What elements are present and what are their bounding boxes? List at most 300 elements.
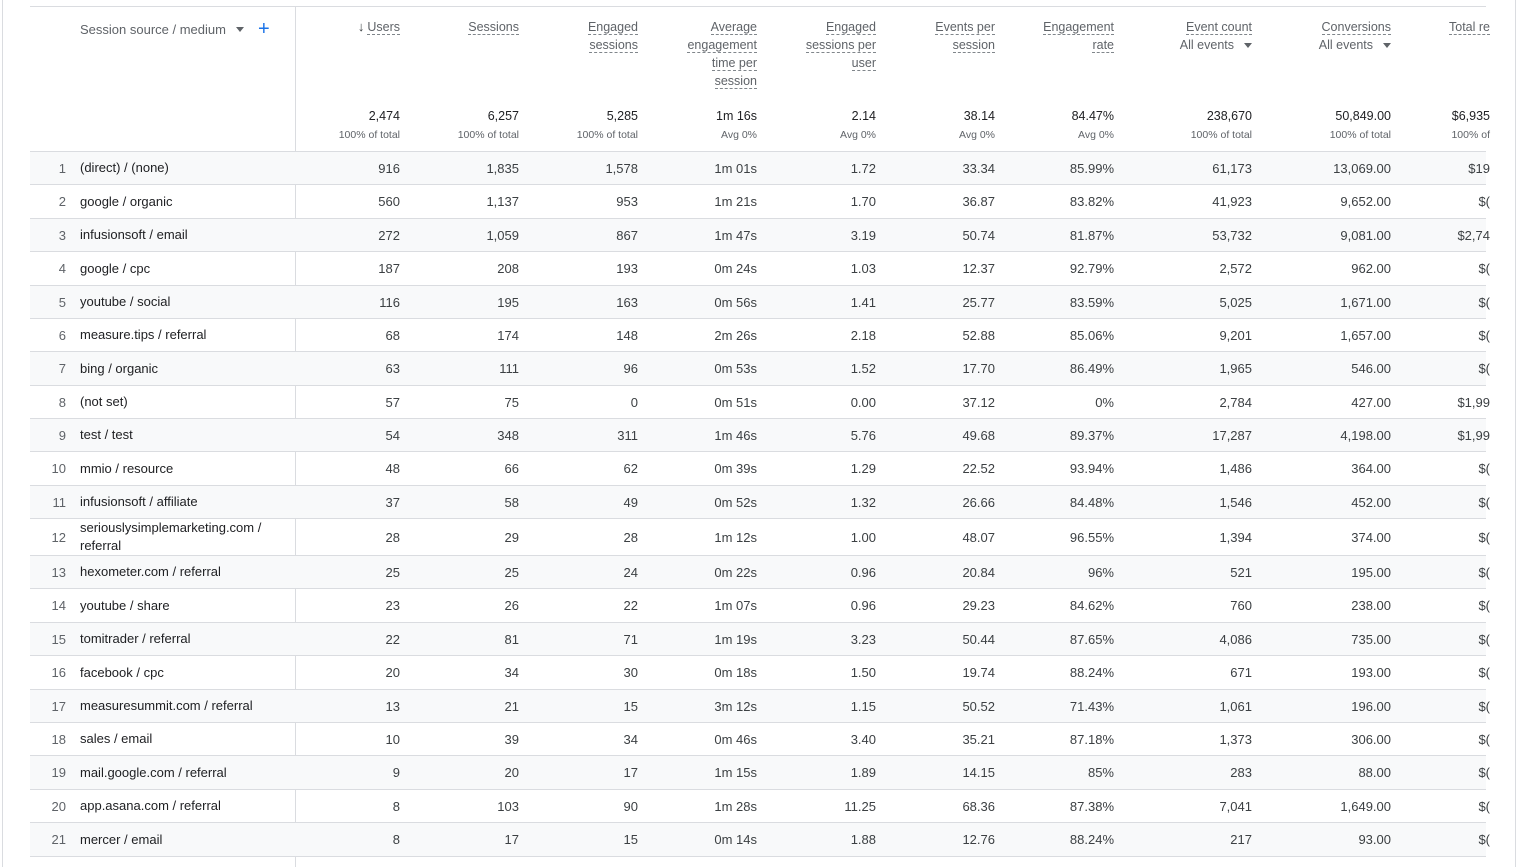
cell-eng_rate: 85.06% — [1069, 327, 1114, 343]
row-dimension-value[interactable]: measure.tips / referral — [80, 327, 207, 342]
row-dimension-value[interactable]: mmio / resource — [80, 460, 174, 476]
row-dimension-value[interactable]: sales / email — [80, 731, 153, 746]
row-dimension-value[interactable]: infusionsoft / email — [80, 227, 188, 242]
row-index: 18 — [51, 731, 66, 747]
cell-event_count: 217 — [1230, 832, 1252, 847]
total-value: $6,935 — [1451, 109, 1490, 123]
table-row[interactable] — [30, 486, 1490, 519]
cell-conversions: 1,657.00 — [1340, 327, 1391, 343]
cell-eng_per_user: 1.50 — [850, 665, 876, 680]
cell-event_count: 2,572 — [1219, 261, 1252, 276]
arrow-down-icon: ↓ — [357, 19, 365, 34]
cell-sessions: 58 — [504, 494, 519, 510]
column-header-label: Event count — [1185, 20, 1252, 34]
cell-engaged: 15 — [623, 698, 638, 714]
cell-conversions: 93.00 — [1358, 832, 1391, 847]
column-header-label: Total re — [1449, 20, 1490, 34]
cell-conversions: 306.00 — [1351, 731, 1391, 747]
table-row[interactable] — [30, 252, 1490, 286]
cell-events_per_session: 50.52 — [962, 698, 995, 714]
column-header-label: time per — [711, 56, 757, 70]
cell-revenue: $( — [1478, 832, 1490, 847]
cell-eng_per_user: 1.41 — [850, 294, 876, 310]
table-row[interactable] — [30, 756, 1490, 790]
cell-eng_rate: 0% — [1095, 394, 1114, 410]
chevron-down-icon[interactable] — [236, 27, 244, 32]
table-row[interactable] — [30, 452, 1490, 486]
cell-engaged: 96 — [623, 361, 638, 376]
cell-users: 25 — [385, 564, 400, 580]
cell-revenue: $2,74 — [1457, 227, 1490, 243]
cell-eng_per_user: 1.72 — [850, 160, 876, 176]
row-index: 17 — [51, 698, 66, 714]
cell-events_per_session: 33.34 — [962, 160, 995, 176]
cell-revenue: $( — [1478, 631, 1490, 647]
cell-engaged: 0 — [630, 394, 638, 410]
cell-eng_rate: 96% — [1087, 564, 1114, 580]
cell-engaged: 953 — [616, 194, 638, 209]
cell-engaged: 148 — [616, 327, 638, 343]
cell-events_per_session: 12.37 — [962, 261, 995, 276]
row-dimension-value[interactable]: seriouslysimplemarketing.com / referral — [80, 520, 262, 553]
cell-events_per_session: 36.87 — [962, 194, 995, 209]
cell-event_count: 5,025 — [1219, 294, 1252, 310]
cell-event_count: 4,086 — [1219, 631, 1252, 647]
cell-eng_per_user: 3.40 — [850, 731, 876, 747]
total-value: 38.14 — [963, 109, 995, 123]
cell-revenue: $( — [1478, 461, 1490, 476]
column-header-users[interactable] — [310, 18, 400, 36]
cell-users: 37 — [385, 494, 400, 510]
cell-eng_per_user: 3.19 — [850, 227, 876, 243]
cell-users: 116 — [379, 294, 400, 310]
row-index: 1 — [58, 160, 66, 176]
cell-users: 560 — [378, 194, 400, 209]
total-subtext: Avg 0% — [721, 129, 757, 141]
column-header-label: rate — [1092, 38, 1114, 52]
cell-event_count: 61,173 — [1212, 160, 1252, 176]
table-row[interactable] — [30, 656, 1490, 690]
cell-sessions: 348 — [497, 427, 519, 443]
column-header-eng_rate[interactable] — [1024, 18, 1114, 54]
cell-conversions: 364.00 — [1351, 461, 1391, 476]
total-value: 84.47% — [1071, 109, 1114, 123]
cell-revenue: $( — [1478, 798, 1490, 814]
row-dimension-value[interactable]: measuresummit.com / referral — [80, 698, 253, 713]
cell-eng_rate: 85.99% — [1069, 160, 1114, 176]
total-subtext: 100% of total — [1329, 129, 1391, 141]
total-subtext: Avg 0% — [1078, 129, 1114, 141]
cell-events_per_session: 50.44 — [962, 631, 995, 647]
row-dimension-value[interactable]: google / cpc — [80, 260, 151, 276]
column-header-sessions[interactable] — [409, 18, 519, 36]
row-dimension-value[interactable]: tomitrader / referral — [80, 631, 191, 646]
row-index: 19 — [51, 765, 66, 780]
cell-events_per_session: 25.77 — [962, 294, 995, 310]
column-header-eng_per_user[interactable] — [781, 18, 876, 72]
cell-users: 20 — [385, 665, 400, 680]
column-header-label: session — [952, 38, 995, 52]
cell-eng_rate: 96.55% — [1069, 529, 1114, 545]
cell-sessions: 1,137 — [486, 194, 519, 209]
column-header-label: Average — [710, 20, 757, 34]
cell-avg_time: 0m 53s — [714, 361, 757, 376]
column-total-sessions — [399, 108, 519, 144]
cell-eng_rate: 89.37% — [1069, 427, 1114, 443]
total-value: 6,257 — [487, 109, 519, 123]
cell-events_per_session: 19.74 — [962, 665, 995, 680]
row-index: 21 — [51, 832, 66, 847]
cell-engaged: 22 — [623, 598, 638, 613]
cell-events_per_session: 49.68 — [962, 427, 995, 443]
row-dimension-value[interactable]: youtube / share — [80, 597, 170, 613]
cell-sessions: 25 — [504, 564, 519, 580]
event-selector[interactable] — [1281, 36, 1391, 54]
column-header-revenue[interactable] — [1430, 18, 1490, 36]
column-header-label: Engagement — [1043, 20, 1114, 34]
column-total-eng_per_user — [756, 108, 876, 144]
cell-revenue: $1,99 — [1457, 394, 1490, 410]
cell-revenue: $( — [1478, 194, 1490, 209]
event-selector-label: All events — [1318, 38, 1373, 52]
cell-engaged: 867 — [616, 227, 638, 243]
cell-conversions: 9,081.00 — [1340, 227, 1391, 243]
cell-eng_per_user: 2.18 — [850, 327, 876, 343]
cell-avg_time: 0m 14s — [714, 832, 757, 847]
cell-revenue: $( — [1478, 698, 1490, 714]
dimension-header[interactable] — [80, 20, 270, 38]
cell-avg_time: 0m 22s — [714, 564, 757, 580]
table-row[interactable] — [30, 286, 1490, 319]
cell-engaged: 311 — [617, 427, 638, 443]
cell-events_per_session: 12.76 — [962, 832, 995, 847]
cell-eng_per_user: 1.89 — [850, 765, 876, 780]
cell-avg_time: 0m 39s — [714, 461, 757, 476]
cell-sessions: 103 — [497, 798, 519, 814]
cell-users: 22 — [385, 631, 400, 647]
cell-avg_time: 0m 56s — [714, 294, 757, 310]
cell-users: 54 — [385, 427, 400, 443]
row-index: 14 — [51, 598, 66, 613]
cell-sessions: 66 — [504, 461, 519, 476]
cell-sessions: 75 — [504, 394, 519, 410]
column-header-event_count[interactable] — [1142, 18, 1252, 54]
right-edge — [1515, 0, 1516, 867]
cell-eng_per_user: 3.23 — [850, 631, 876, 647]
cell-eng_rate: 87.18% — [1069, 731, 1114, 747]
dimension-header-label[interactable]: Session source / medium — [80, 21, 226, 37]
cell-revenue: $( — [1478, 327, 1490, 343]
cell-eng_rate: 81.87% — [1069, 227, 1114, 243]
cell-eng_per_user: 1.52 — [850, 361, 876, 376]
column-header-label: sessions — [589, 38, 638, 52]
cell-eng_per_user: 1.88 — [850, 832, 876, 847]
total-value: 2.14 — [851, 109, 876, 123]
cell-events_per_session: 50.74 — [962, 227, 995, 243]
total-subtext: Avg 0% — [959, 129, 995, 141]
cell-avg_time: 1m 21s — [714, 194, 757, 209]
cell-revenue: $( — [1478, 731, 1490, 747]
column-header-label: Events per — [935, 20, 995, 34]
cell-users: 187 — [378, 261, 400, 276]
cell-revenue: $( — [1478, 665, 1490, 680]
total-subtext: 100% of total — [457, 129, 519, 141]
total-value: 2,474 — [368, 109, 400, 123]
cell-event_count: 521 — [1230, 564, 1252, 580]
cell-eng_per_user: 1.32 — [850, 494, 876, 510]
column-header-label: user — [851, 56, 876, 70]
cell-avg_time: 0m 18s — [714, 665, 757, 680]
table-row[interactable] — [30, 556, 1490, 589]
table-row[interactable] — [30, 823, 1490, 857]
cell-events_per_session: 37.12 — [962, 394, 995, 410]
cell-events_per_session: 48.07 — [962, 529, 995, 545]
column-header-label: Users — [367, 20, 400, 34]
cell-avg_time: 3m 12s — [714, 698, 757, 714]
cell-conversions: 193.00 — [1351, 665, 1391, 680]
cell-sessions: 111 — [499, 361, 519, 376]
add-dimension-icon[interactable]: + — [257, 18, 270, 40]
cell-avg_time: 1m 07s — [714, 598, 757, 613]
cell-sessions: 17 — [504, 832, 519, 847]
cell-events_per_session: 26.66 — [962, 494, 995, 510]
row-index: 11 — [52, 494, 66, 510]
column-header-avg_time[interactable] — [677, 18, 757, 90]
cell-avg_time: 1m 12s — [714, 529, 757, 545]
total-subtext: 100% of total — [338, 129, 400, 141]
cell-event_count: 9,201 — [1219, 327, 1252, 343]
cell-sessions: 81 — [504, 631, 519, 647]
cell-conversions: 4,198.00 — [1340, 427, 1391, 443]
table-row[interactable] — [30, 319, 1490, 352]
cell-eng_per_user: 5.76 — [850, 427, 876, 443]
cell-engaged: 24 — [623, 564, 638, 580]
column-header-engaged[interactable] — [548, 18, 638, 54]
cell-eng_rate: 83.82% — [1069, 194, 1114, 209]
cell-engaged: 49 — [623, 494, 638, 510]
cell-event_count: 671 — [1230, 665, 1252, 680]
cell-avg_time: 1m 46s — [714, 427, 757, 443]
cell-eng_per_user: 1.70 — [850, 194, 876, 209]
total-subtext: 100% of — [1451, 129, 1490, 141]
row-index: 20 — [51, 798, 66, 814]
row-dimension-value[interactable]: (direct) / (none) — [80, 160, 169, 175]
cell-revenue: $( — [1478, 529, 1490, 545]
column-total-event_count — [1132, 108, 1252, 144]
column-header-events_per_session[interactable] — [915, 18, 995, 54]
row-dimension-value[interactable]: (not set) — [80, 394, 128, 409]
header-top-rule — [30, 6, 1486, 7]
cell-sessions: 195 — [497, 294, 519, 310]
table-row[interactable] — [30, 219, 1490, 252]
cell-eng_rate: 88.24% — [1069, 665, 1114, 680]
cell-conversions: 452.00 — [1351, 494, 1391, 510]
cell-eng_rate: 84.48% — [1069, 494, 1114, 510]
cell-avg_time: 1m 28s — [714, 798, 757, 814]
cell-event_count: 1,965 — [1219, 361, 1252, 376]
chevron-down-icon[interactable] — [1383, 43, 1391, 48]
cell-event_count: 7,041 — [1219, 798, 1252, 814]
table-row[interactable] — [30, 352, 1490, 386]
cell-eng_per_user: 1.29 — [850, 461, 876, 476]
column-header-label: session — [714, 74, 757, 88]
cell-event_count: 1,546 — [1219, 494, 1252, 510]
row-index: 15 — [51, 631, 66, 647]
row-dimension-value[interactable]: app.asana.com / referral — [80, 798, 221, 813]
cell-conversions: 374.00 — [1351, 529, 1391, 545]
cell-revenue: $( — [1478, 564, 1490, 580]
row-index: 2 — [58, 194, 66, 209]
cell-conversions: 195.00 — [1351, 564, 1391, 580]
cell-eng_rate: 85% — [1087, 765, 1114, 780]
row-index: 16 — [51, 665, 66, 680]
table-row[interactable] — [30, 419, 1490, 452]
table-row[interactable] — [30, 723, 1490, 756]
column-total-events_per_session — [875, 108, 995, 144]
cell-events_per_session: 17.70 — [962, 361, 995, 376]
cell-avg_time: 1m 01s — [714, 160, 757, 176]
cell-event_count: 41,923 — [1212, 194, 1252, 209]
cell-avg_time: 1m 47s — [714, 227, 757, 243]
cell-revenue: $( — [1478, 765, 1490, 780]
row-dimension-value[interactable]: mercer / email — [80, 831, 163, 847]
cell-revenue: $( — [1478, 598, 1490, 613]
cell-events_per_session: 68.36 — [962, 798, 995, 814]
left-edge — [2, 0, 3, 867]
row-dimension-value[interactable]: facebook / cpc — [80, 664, 164, 680]
cell-avg_time: 0m 51s — [714, 394, 757, 410]
cell-users: 272 — [378, 227, 400, 243]
cell-sessions: 20 — [504, 765, 519, 780]
cell-users: 57 — [385, 394, 400, 410]
row-dimension-value[interactable]: test / test — [80, 427, 133, 442]
cell-sessions: 1,835 — [486, 160, 519, 176]
table-row[interactable] — [30, 185, 1490, 219]
row-index: 5 — [58, 294, 66, 310]
cell-users: 63 — [385, 361, 400, 376]
cell-sessions: 208 — [497, 261, 519, 276]
cell-conversions: 962.00 — [1351, 261, 1391, 276]
cell-conversions: 238.00 — [1351, 598, 1391, 613]
table-row[interactable] — [30, 152, 1490, 185]
cell-avg_time: 0m 24s — [714, 261, 757, 276]
cell-revenue: $19 — [1468, 160, 1490, 176]
cell-eng_per_user: 0.96 — [850, 598, 876, 613]
cell-revenue: $( — [1478, 294, 1490, 310]
row-dimension-value[interactable]: bing / organic — [80, 360, 159, 376]
cell-conversions: 735.00 — [1351, 631, 1391, 647]
cell-engaged: 71 — [623, 631, 638, 647]
table-row[interactable] — [30, 790, 1490, 823]
column-total-eng_rate — [994, 108, 1114, 144]
cell-engaged: 1,578 — [605, 160, 638, 176]
total-value: 238,670 — [1206, 109, 1252, 123]
cell-conversions: 1,649.00 — [1340, 798, 1391, 814]
cell-eng_rate: 71.43% — [1069, 698, 1114, 714]
cell-conversions: 13,069.00 — [1333, 160, 1391, 176]
row-dimension-value[interactable]: google / organic — [80, 193, 173, 209]
row-index: 10 — [51, 461, 66, 476]
total-subtext: 100% of total — [576, 129, 638, 141]
cell-eng_rate: 87.38% — [1069, 798, 1114, 814]
cell-eng_rate: 93.94% — [1069, 461, 1114, 476]
table-row[interactable] — [30, 386, 1490, 419]
cell-eng_rate: 83.59% — [1069, 294, 1114, 310]
total-value: 1m 16s — [716, 109, 757, 123]
cell-avg_time: 0m 52s — [714, 494, 757, 510]
table-row[interactable] — [30, 519, 1490, 556]
cell-engaged: 15 — [623, 832, 638, 847]
column-header-label: engagement — [687, 38, 757, 52]
cell-event_count: 17,287 — [1212, 427, 1252, 443]
row-dimension-value[interactable]: youtube / social — [80, 294, 171, 309]
column-header-label: Engaged — [825, 20, 876, 34]
cell-engaged: 193 — [616, 261, 638, 276]
row-index: 12 — [51, 529, 66, 545]
row-index: 9 — [58, 427, 66, 443]
total-subtext: Avg 0% — [840, 129, 876, 141]
cell-eng_rate: 84.62% — [1069, 598, 1114, 613]
cell-conversions: 1,671.00 — [1340, 294, 1391, 310]
total-value: 5,285 — [606, 109, 638, 123]
cell-sessions: 1,059 — [486, 227, 519, 243]
cell-events_per_session: 52.88 — [962, 327, 995, 343]
cell-users: 9 — [392, 765, 400, 780]
cell-revenue: $( — [1478, 361, 1490, 376]
cell-engaged: 34 — [623, 731, 638, 747]
cell-avg_time: 1m 15s — [714, 765, 757, 780]
row-dimension-value[interactable]: hexometer.com / referral — [80, 564, 221, 579]
column-total-avg_time — [637, 108, 757, 144]
table-body — [30, 151, 1490, 857]
cell-conversions: 88.00 — [1358, 765, 1391, 780]
chevron-down-icon[interactable] — [1244, 43, 1252, 48]
cell-users: 10 — [385, 731, 400, 747]
column-header-label: Engaged — [587, 20, 638, 34]
cell-eng_per_user: 1.15 — [850, 698, 876, 714]
row-dimension-value[interactable]: infusionsoft / affiliate — [80, 494, 198, 509]
cell-eng_per_user: 11.25 — [844, 798, 876, 814]
cell-event_count: 1,061 — [1219, 698, 1252, 714]
row-index: 7 — [58, 361, 66, 376]
cell-users: 916 — [378, 160, 400, 176]
cell-engaged: 90 — [623, 798, 638, 814]
event-selector-label: All events — [1179, 38, 1234, 52]
table-row[interactable] — [30, 623, 1490, 656]
cell-revenue: $( — [1478, 261, 1490, 276]
column-header-label: Conversions — [1321, 20, 1391, 34]
cell-sessions: 39 — [504, 731, 519, 747]
table-row[interactable] — [30, 589, 1490, 623]
cell-sessions: 34 — [504, 665, 519, 680]
column-total-revenue — [1370, 108, 1490, 144]
column-total-users — [280, 108, 400, 144]
cell-conversions: 196.00 — [1351, 698, 1391, 714]
cell-avg_time: 2m 26s — [714, 327, 757, 343]
table-row[interactable] — [30, 690, 1490, 723]
cell-engaged: 62 — [623, 461, 638, 476]
row-index: 6 — [58, 327, 66, 343]
cell-engaged: 30 — [623, 665, 638, 680]
row-dimension-value[interactable]: mail.google.com / referral — [80, 764, 227, 780]
cell-sessions: 29 — [504, 529, 519, 545]
cell-events_per_session: 20.84 — [962, 564, 995, 580]
cell-revenue: $1,99 — [1457, 427, 1490, 443]
event-selector[interactable] — [1142, 36, 1252, 54]
column-header-conversions[interactable] — [1281, 18, 1391, 54]
cell-eng_per_user: 0.96 — [850, 564, 876, 580]
cell-event_count: 1,394 — [1219, 529, 1252, 545]
